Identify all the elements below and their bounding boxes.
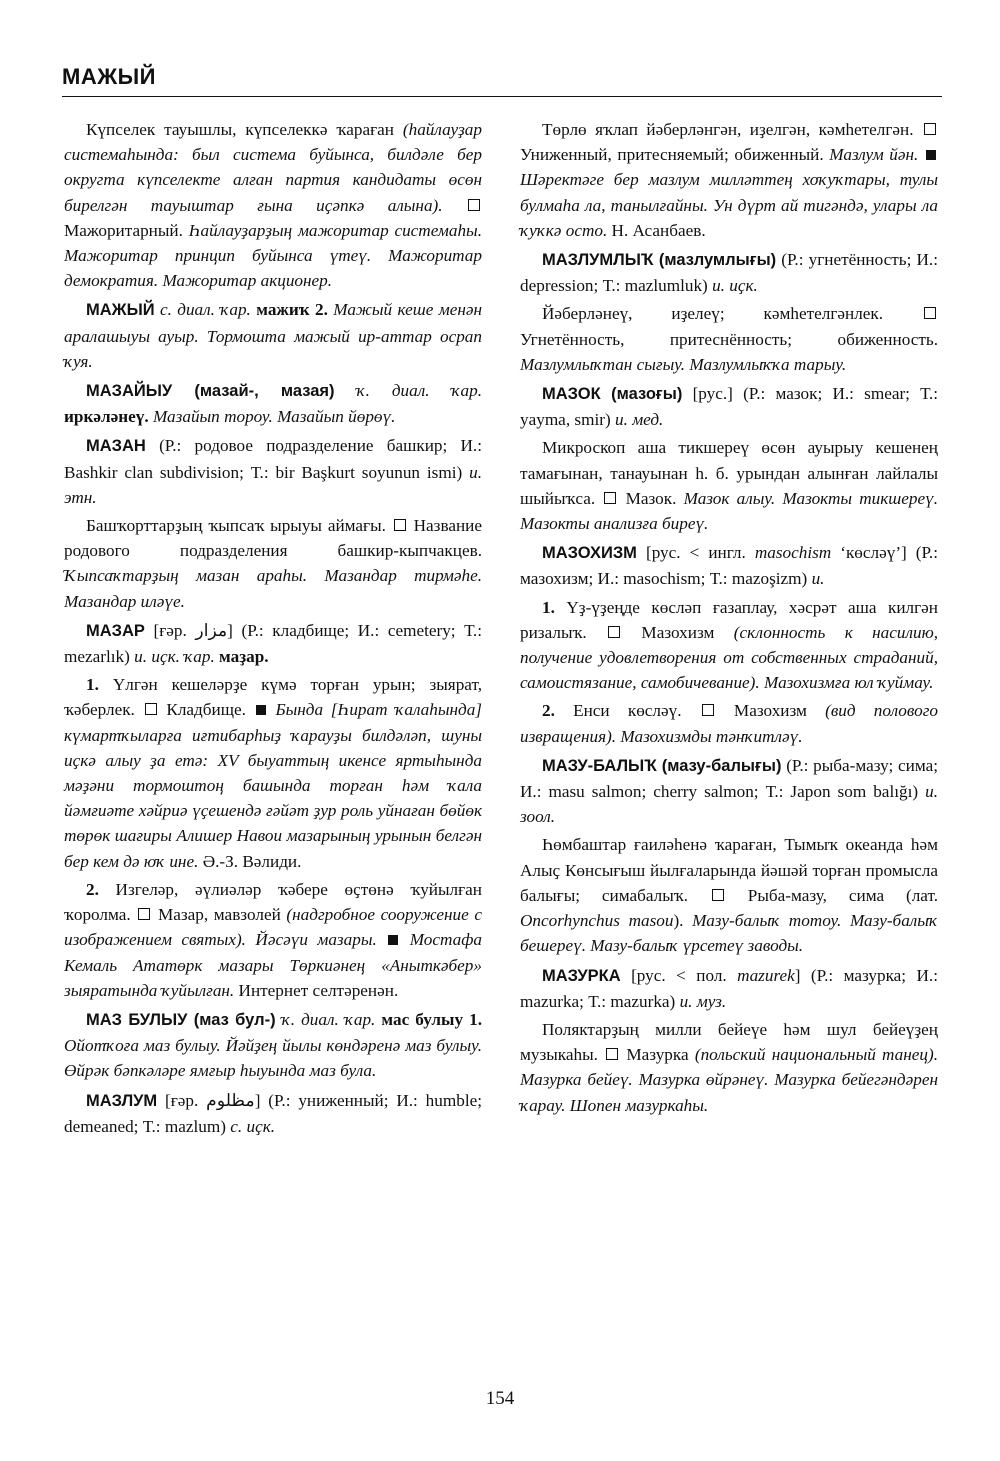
sense-number: 2. [542, 701, 555, 721]
entry-text: ҡ. диал. ҡар. мас булыу 1. Ойотҡоға маз булыу. Йәйҙең йылы көндәренә маз булыу. Өйрәк бәпкәләре ямғыр һыуында маз була. [64, 1009, 483, 1081]
definition-paragraph [520, 698, 938, 748]
entry-text: [ғәр. مزار] (Р.: кладбище; И.: cemetery; Т.: mezarlık) и. иҫк. ҡар. маҙар. [64, 620, 483, 667]
entry-headword: МАЗАЙЫУ (мазай-, мазая) [86, 382, 335, 401]
entry-headword: МАЗАР [86, 621, 145, 640]
running-head-title: МАЖЫЙ [62, 64, 156, 89]
citation-marker-icon [256, 705, 266, 715]
definition-paragraph [520, 832, 938, 958]
entry-text: Күпселек тауышлы, күпселеккә ҡараған (һайлауҙар системаһында: был система буйынса, билдәле бер округта күпселекте алған партия кандидаты өсөн бирелгән тауыштар ғына иҫәпкә алына). Мажоритарный. Һайлауҙарҙың мажоритар системаһы. Мажоритар принцип буйынса үтеү. Мажоритар демократия. Мажоритар акционер. [64, 120, 482, 291]
definition-paragraph [64, 513, 482, 614]
dictionary-entry [64, 1007, 482, 1084]
entry-text: [рус. < ингл. masochism ‘көсләү’] (Р.: мазохизм; И.: masochism; Т.: mazoşizm) и. [520, 543, 939, 589]
entry-text: Үҙ-үҙеңде көсләп ғазаплау, хәсрәт аша килгән ризалыҡ. Мазохизм (склонность к насилию, получение удовлетворения от собственных страданий, самоистязание, самобичевание). Мазохизмға юл ҡуймау. [520, 597, 939, 693]
entry-text: [рус.] (Р.: мазок; И.: smear; Т.: yayma, smir) и. мед. [520, 384, 939, 430]
citation-marker-icon [388, 935, 398, 945]
page-number: 154 [485, 1388, 515, 1409]
dictionary-entry [520, 381, 938, 432]
entry-text: ҡ. диал. ҡар. иркәләнеү. Мазайып тороу. Мазайып йөрөү. [64, 381, 482, 427]
russian-equivalent-marker-icon [138, 908, 150, 920]
dictionary-entry [64, 297, 482, 374]
entry-text: Поляктарҙың милли бейеүе һәм шул бейеүҙең музыкаһы. Мазурка (польский национальный танец). Мазурка бейеү. Мазурка өйрәнеү. Мазурка бейегәндәрен ҡарау. Шопен мазуркаһы. [520, 1019, 938, 1115]
dictionary-entry [64, 1088, 482, 1139]
russian-equivalent-marker-icon [702, 704, 714, 716]
sense-number: 2. [86, 879, 99, 899]
entry-headword: МАЗУ-БАЛЫҠ (мазу-балығы) [542, 756, 782, 775]
entry-headword: МАЖЫЙ [86, 301, 155, 320]
entry-text: (Р.: рыба-мазу; сима; И.: masu salmon; cherry salmon; Т.: Japon som balığı) и. зоол. [520, 755, 939, 827]
definition-paragraph [520, 301, 938, 377]
russian-equivalent-marker-icon [608, 626, 620, 638]
dictionary-entry [64, 378, 482, 429]
dictionary-entry [520, 963, 938, 1014]
citation-marker-icon [926, 150, 936, 160]
dictionary-entry [520, 540, 938, 591]
entry-text: (Р.: родовое подразделение башкир; И.: Bashkir clan subdivision; Т.: bir Başkurt soyunun ismi) и. этн. [64, 436, 482, 507]
dictionary-entry [520, 753, 938, 830]
russian-equivalent-marker-icon [712, 889, 724, 901]
entry-text: Башҡорттарҙың ҡыпсаҡ ырыуы аймағы. Название родового подразделения башкир-кыпчакцев. Ҡыпсаҡтарҙың мазан араһы. Мазандар тирмәһе. Мазандар иләүе. [64, 516, 482, 611]
entry-text: с. диал. ҡар. мажиҡ 2. Мажый кеше менән аралашыуы ауыр. Тормошта мажый ир-аттар осрап ҡуя. [64, 300, 483, 371]
right-column [520, 117, 938, 1121]
russian-equivalent-marker-icon [468, 199, 480, 211]
sense-number: 1. [542, 597, 555, 617]
entry-text: Микроскоп аша тикшереү өсөн ауырыу кешенең тамағынан, танауынан һ. б. урындан алынған лайлалы шыйыҡса. Мазок. Мазок алыу. Мазокты тикшереү. Мазокты анализға биреү. [520, 438, 938, 534]
definition-paragraph [64, 672, 482, 874]
entry-text: Һөмбаштар ғаиләһенә ҡараған, Тымыҡ океанда һәм Алыҫ Көнсығыш йылғаларында йәшәй торған промысла балығы; симабалыҡ. Рыба-мазу, сима (лат. Oncorhynchus masou). Мазу-балыҡ тотоу. Мазу-балыҡ бешереү. Мазу-балыҡ үрсетеү заводы. [520, 835, 938, 956]
dictionary-entry [520, 247, 938, 298]
running-header [62, 62, 942, 97]
entry-text: Енси көсләү. Мазохизм (вид полового извращения). Мазохизмды тәнҡитләү. [520, 701, 938, 746]
entry-headword: МАЗУРКА [542, 966, 621, 985]
definition-paragraph [520, 595, 938, 696]
russian-equivalent-marker-icon [394, 519, 406, 531]
russian-equivalent-marker-icon [606, 1048, 618, 1060]
entry-headword: МАЗОХИЗМ [542, 544, 637, 563]
left-column [64, 117, 482, 1142]
entry-headword: МАЗЛУМЛЫҠ (мазлумлығы) [542, 251, 777, 270]
definition-paragraph [64, 877, 482, 1003]
definition-paragraph [520, 117, 938, 243]
dictionary-entry [64, 433, 482, 510]
entry-text: (Р.: угнетённость; И.: depression; Т.: mazlumluk) и. иҫк. [520, 250, 938, 296]
russian-equivalent-marker-icon [604, 492, 616, 504]
dictionary-entry [64, 618, 482, 669]
entry-headword: МАЗАН [86, 437, 146, 456]
entry-text: [ғәр. مظلوم] (Р.: униженный; И.: humble; demeaned; Т.: mazlum) с. иҫк. [64, 1090, 482, 1136]
entry-headword: МАЗ БУЛЫУ (маз бул-) [86, 1010, 276, 1029]
sense-number: 1. [86, 675, 99, 695]
definition-paragraph [520, 1017, 938, 1118]
definition-paragraph [520, 435, 938, 536]
russian-equivalent-marker-icon [145, 703, 157, 715]
entry-text: Төрлө яҡлап йәберләнгән, иҙелгән, кәмһетелгән. Униженный, притесняемый; обиженный. Мазлум йән. Шәректәге бер мазлум милләттең хоҡуҡтары, тулы булмаһа ла, танылғайны. Ун дүрт ай тигәндә, улары ла ҡуҡкә осто. Н. Асанбаев. [520, 120, 938, 240]
entry-text: Үлгән кешеләрҙе күмә торған урын; зыярат, ҡәберлек. Кладбище. Бында [Һират ҡалаһында] күмартҡыларға иғтибарһыҙ ҡарауҙы билдәләп, шуны иҫкә алыу ҙа етә: XV быуаттың икенсе яртыһында мәҙәни тормоштоң башында торған һәм ҡала йәмғиәте хәйриә үҫешендә ғәйәт ҙур роль уйнаған бөйөк төрөк шағиры Алишер Навои мазарының урынын белгән бер кем дә юҡ ине. Ә.-З. Вәлиди. [64, 675, 483, 871]
entry-text: Изгеләр, әүлиәләр ҡәбере өҫтөнә ҡуйылған ҡоролма. Мазар, мавзолей (надгробное сооружение с изображением святых). Йәсәүи мазары. Мостафа Кемаль Ататөрк мазары Төркиәнең «Аныткәбер» зыяратында ҡуйылған. Интернет селтәренән. [64, 879, 483, 1000]
entry-text: [рус. < пол. mazurek] (Р.: мазурка; И.: mazurka; Т.: mazurka) и. муз. [520, 965, 939, 1011]
entry-text: Йәберләнеү, иҙелеү; кәмһетелгәнлек. Угнетённость, притеснённость; обиженность. Мазлумлыҡтан сығыу. Мазлумлыҡҡа тарыу. [520, 304, 938, 374]
definition-paragraph [64, 117, 482, 293]
entry-headword: МАЗЛУМ [86, 1091, 158, 1110]
entry-headword: МАЗОК (мазоғы) [542, 385, 683, 404]
russian-equivalent-marker-icon [924, 123, 936, 135]
russian-equivalent-marker-icon [924, 307, 936, 319]
